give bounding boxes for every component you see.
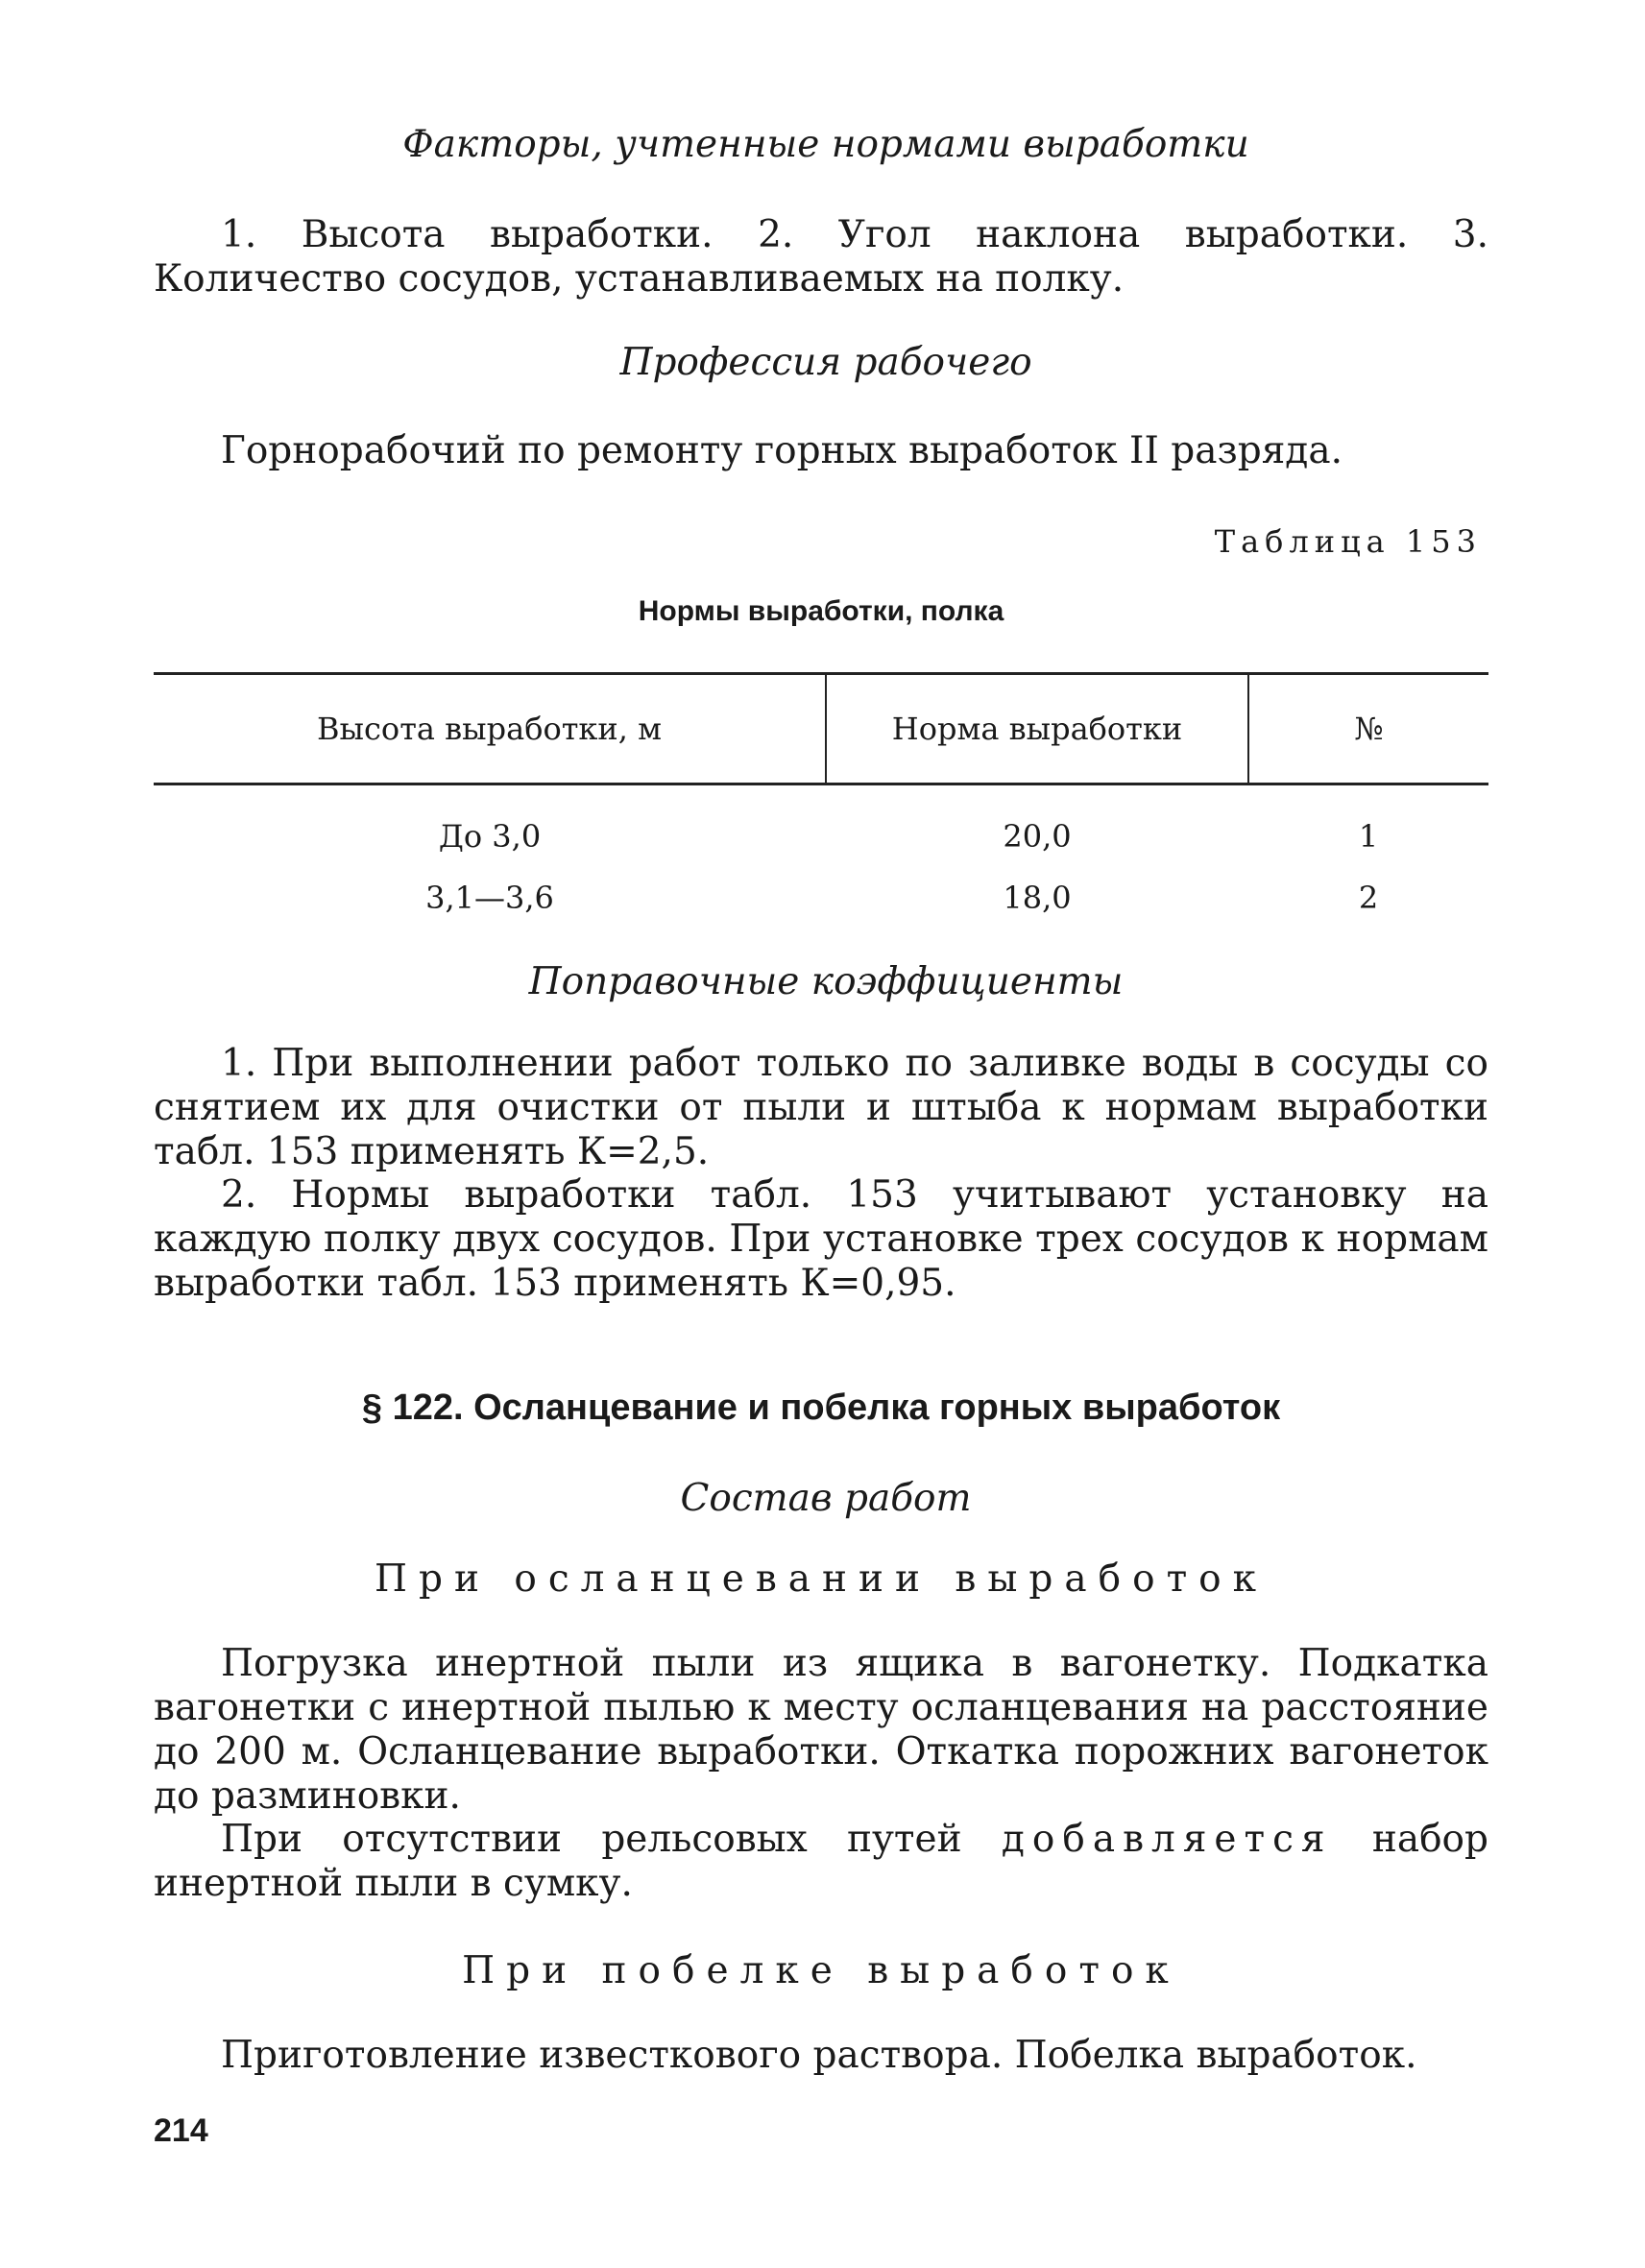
norms-table [154, 672, 1488, 929]
table-row [154, 867, 1488, 929]
table-label: Таблица 153 [1214, 523, 1482, 560]
coefficients-heading: Поправочные коэффициенты [528, 960, 1124, 1003]
profession-text: Горнорабочий по ремонту горных выработок II разряда. [221, 429, 1343, 472]
table-cell-height: До 3,0 [438, 818, 542, 855]
paragraph-text: набор инертной пыли в сумку. [154, 1818, 1488, 1905]
table-cell-number: 2 [1358, 880, 1379, 916]
table-title: Нормы выработки, полка [638, 595, 1004, 627]
column-header-height: Высота выработки, м [154, 674, 826, 784]
factors-heading: Факторы, учтенные нормами выработки [402, 123, 1249, 166]
factors-text: 1. Высота выработки. 2. Угол наклона выработки. 3. Количество сосудов, устанавливаемых на полку. [154, 213, 1488, 301]
table-cell-height: 3,1—3,6 [425, 880, 554, 916]
paragraph-text: При отсутствии рельсовых путей [221, 1818, 1002, 1861]
table-cell-number: 1 [1358, 818, 1379, 855]
profession-heading: Профессия рабочего [619, 341, 1032, 384]
table-row [154, 784, 1488, 868]
column-header-norm: Норма выработки [826, 674, 1248, 784]
table-cell-norm: 18,0 [1003, 880, 1072, 916]
coefficient-item: 1. При выполнении работ только по заливке воды в сосуды со снятием их для очистки от пыли и штыба к нормам выработки табл. 153 применять К=2,5. [154, 1042, 1488, 1173]
subsection-paragraph: Приготовление известкового раствора. Побелка выработок. [221, 2034, 1417, 2077]
page-number: 214 [154, 2112, 208, 2149]
subsection-paragraph: Погрузка инертной пыли из ящика в вагонетку. Подкатка вагонетки с инертной пылью к месту осланцевания на расстояние до 200 м. Осланцевание выработки. Откатка порожних вагонеток до разминовки. [154, 1642, 1488, 1818]
column-header-number: № [1248, 674, 1488, 784]
section-title: § 122. Осланцевание и побелка горных выработок [361, 1387, 1281, 1428]
spaced-emphasis: добавляется [1001, 1818, 1333, 1861]
table-cell-norm: 20,0 [1003, 818, 1072, 855]
subsection-paragraph [154, 1818, 1488, 1906]
subsection-heading: При осланцевании выработок [374, 1557, 1269, 1601]
coefficient-item: 2. Нормы выработки табл. 153 учитывают установку на каждую полку двух сосудов. При установке трех сосудов к нормам выработки табл. 153 применять К=0,95. [154, 1173, 1488, 1305]
composition-heading: Состав работ [680, 1477, 972, 1520]
subsection-heading: При побелке выработок [462, 1949, 1180, 1992]
